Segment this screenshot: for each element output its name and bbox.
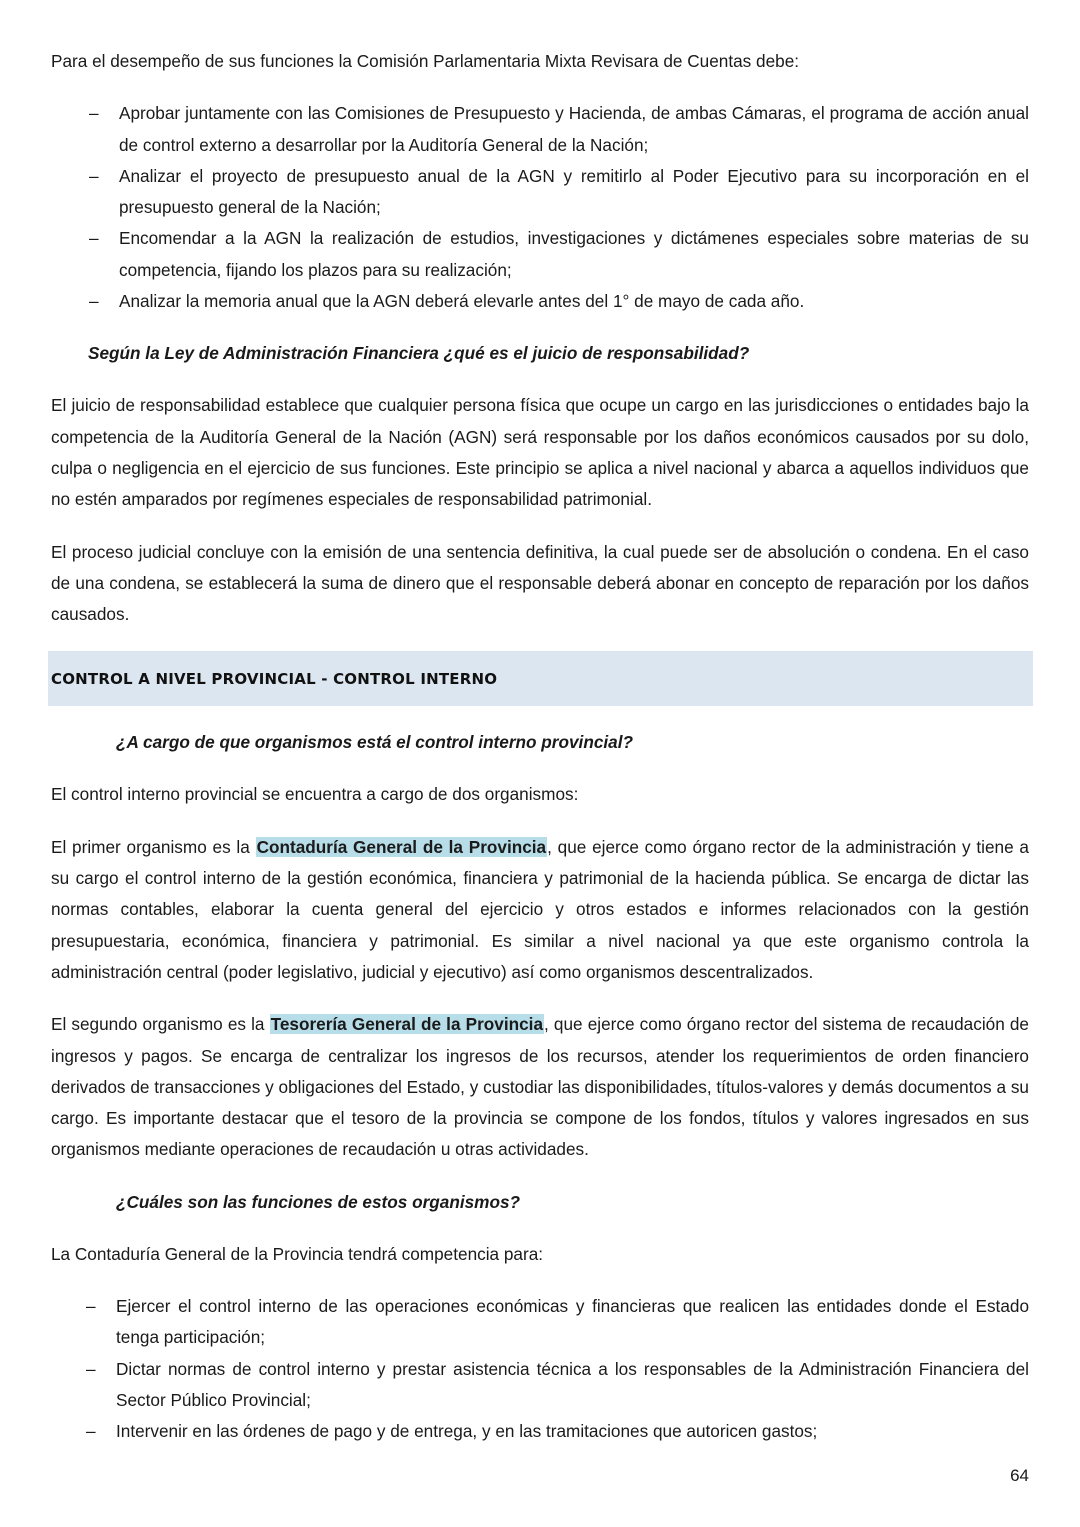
list-item: – Analizar la memoria anual que la AGN deberá elevarle antes del 1° de mayo de cada año. xyxy=(51,286,1029,317)
highlighted-term: Contaduría General de la Provincia xyxy=(256,836,547,857)
juicio-paragraph: El proceso judicial concluye con la emisión de una sentencia definitiva, la cual puede ser de absolución o condena. En el caso de una condena, se establecerá la suma de dinero que el responsable deberá abonar en concepto de reparación por los daños causados. xyxy=(51,541,1029,625)
list-item: – Analizar el proyecto de presupuesto anual de la AGN y remitirlo al Poder Ejecutivo para su incorporación en el presupuesto general de la Nación; xyxy=(51,161,1029,224)
list-item: – Ejercer el control interno de las operaciones económicas y financieras que realicen las entidades donde el Estado tenga participación; xyxy=(51,1291,1029,1354)
contaduria-functions-list xyxy=(51,1291,1029,1447)
contaduria-paragraph: El primer organismo es la Contaduría General de la Provincia, que ejerce como órgano rector de la administración y tiene a su cargo el control interno de la gestión económica, financiera y patrimonial de la hacienda pública. Se encarga de dictar las normas contables, elaborar la cuenta general del ejercicio y otros estados e informes relacionados con la gestión presupuestaria, económica, financiera y patrimonial. Es similar a nivel nacional ya que este organismo controla la administración central (poder legislativo, judicial y ejecutivo) así como organismos descentralizados. xyxy=(51,836,1029,982)
dash-marker: – xyxy=(86,1421,96,1442)
dash-marker: – xyxy=(89,228,99,249)
juicio-paragraph: El juicio de responsabilidad establece que cualquier persona física que ocupe un cargo en las jurisdicciones o entidades bajo la competencia de la Auditoría General de la Nación (AGN) será responsable por los daños económicos causados por su dolo, culpa o negligencia en el ejercicio de sus funciones. Este principio se aplica a nivel nacional y abarca a aquellos individuos que no estén amparados por regímenes especiales de responsabilidad patrimonial. xyxy=(51,395,1029,510)
question-juicio-heading: Según la Ley de Administración Financiera ¿qué es el juicio de responsabilidad? xyxy=(88,343,750,364)
contaduria-competencia-intro: La Contaduría General de la Provincia tendrá competencia para: xyxy=(51,1243,544,1264)
list-item: – Aprobar juntamente con las Comisiones de Presupuesto y Hacienda, de ambas Cámaras, el programa de acción anual de control externo a desarrollar por la Auditoría General de la Nación; xyxy=(51,98,1029,161)
organismos-intro: El control interno provincial se encuentra a cargo de dos organismos: xyxy=(51,784,579,805)
dash-marker: – xyxy=(86,1296,96,1317)
highlighted-term: Tesorería General de la Provincia xyxy=(270,1014,543,1035)
document-page xyxy=(51,46,1029,1469)
question-organismos-heading: ¿A cargo de que organismos está el control interno provincial? xyxy=(116,732,633,753)
tesoreria-paragraph: El segundo organismo es la Tesorería General de la Provincia, que ejerce como órgano rector del sistema de recaudación de ingresos y pagos. Se encarga de centralizar los ingresos de los recursos, atender los requerimientos de orden financiero derivados de transacciones y obligaciones del Estado, y custodiar las disponibilidades, títulos-valores y demás documentos a su cargo. Es importante destacar que el tesoro de la provincia se compone de los fondos, títulos y valores ingresados en sus organismos mediante operaciones de recaudación u otras actividades. xyxy=(51,1014,1029,1160)
list-item: – Dictar normas de control interno y prestar asistencia técnica a los responsables de la Administración Financiera del Sector Público Provincial; xyxy=(51,1354,1029,1417)
page-number: 64 xyxy=(1010,1466,1029,1485)
dash-marker: – xyxy=(89,291,99,312)
list-item: – Encomendar a la AGN la realización de estudios, investigaciones y dictámenes especiales sobre materias de su competencia, fijando los plazos para su realización; xyxy=(51,223,1029,286)
dash-marker: – xyxy=(89,165,99,186)
dash-marker: – xyxy=(86,1358,96,1379)
dash-marker: – xyxy=(89,103,99,124)
commission-duties-list xyxy=(51,98,1029,317)
section-title: CONTROL A NIVEL PROVINCIAL - CONTROL INTERNO xyxy=(51,669,498,688)
intro-paragraph: Para el desempeño de sus funciones la Comisión Parlamentaria Mixta Revisara de Cuentas debe: xyxy=(51,51,800,71)
question-funciones-heading: ¿Cuáles son las funciones de estos organismos? xyxy=(116,1191,521,1212)
section-header-band xyxy=(48,651,1033,706)
list-item: – Intervenir en las órdenes de pago y de entrega, y en las tramitaciones que autoricen gastos; xyxy=(51,1416,1029,1447)
